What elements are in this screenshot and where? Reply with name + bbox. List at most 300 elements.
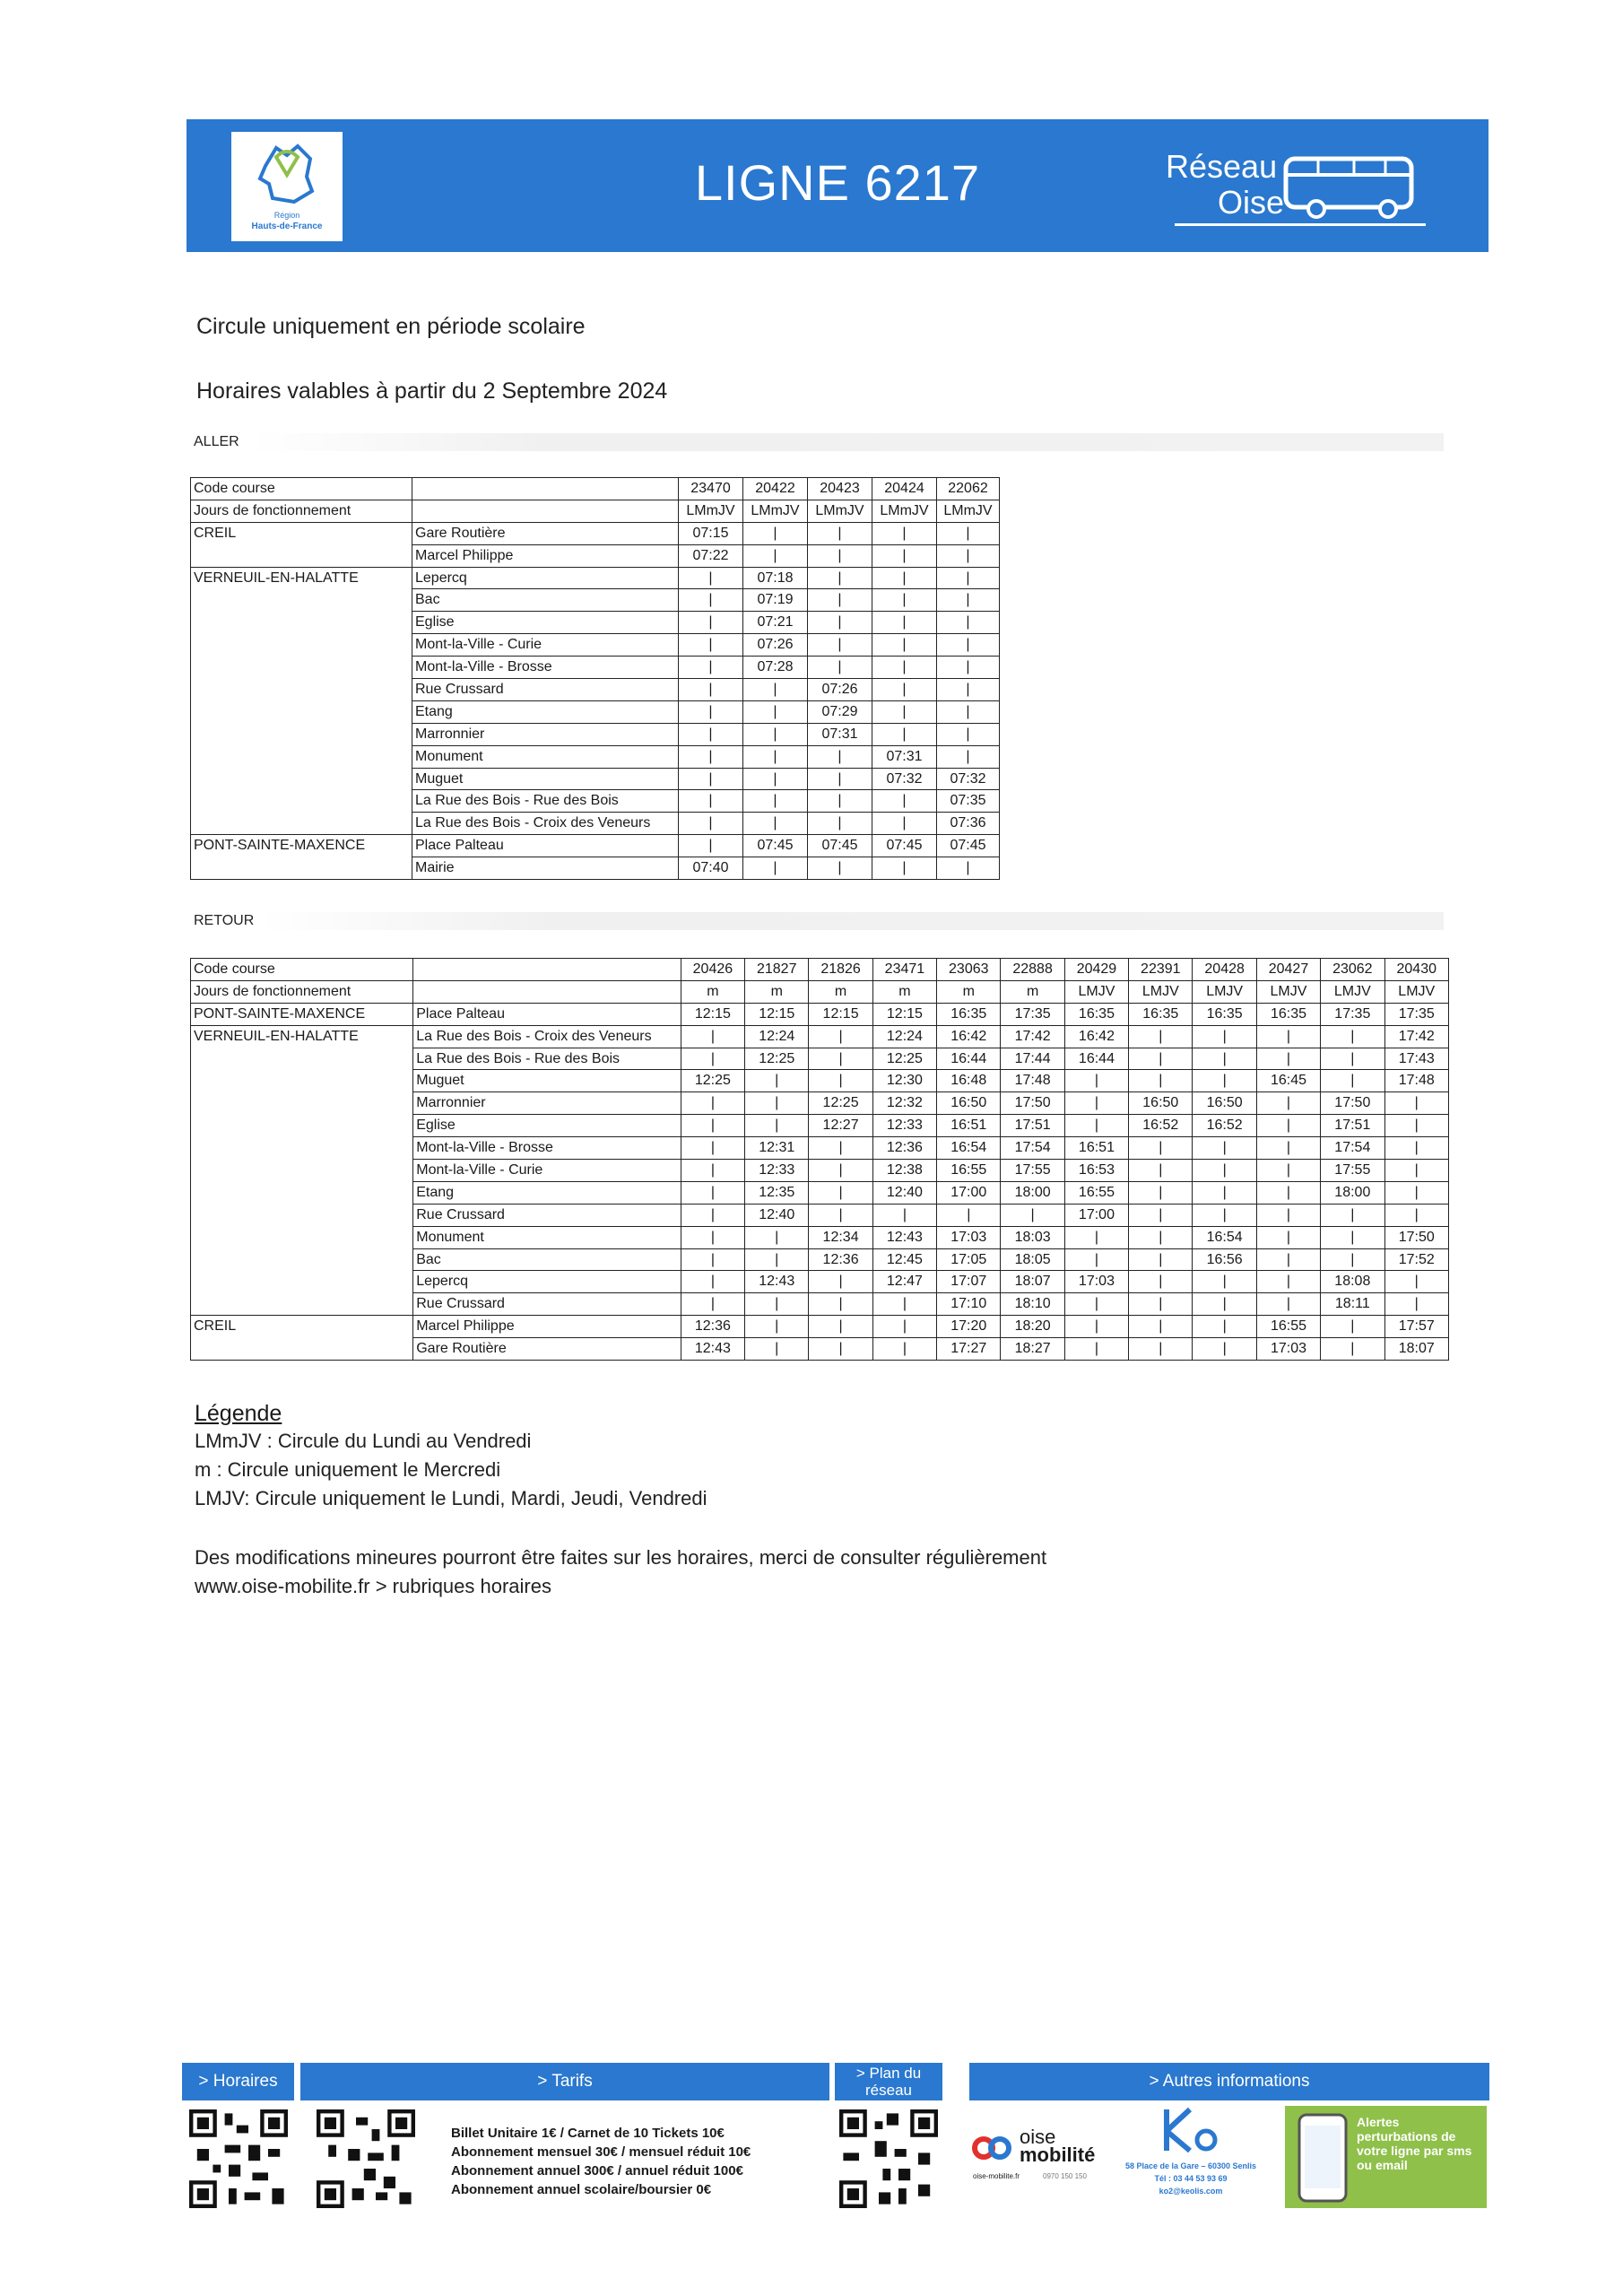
table-row xyxy=(191,1048,1449,1070)
departure-time: | xyxy=(808,544,872,567)
footer-horaires-link[interactable]: > Horaires xyxy=(182,2063,294,2100)
departure-time: | xyxy=(1321,1048,1384,1070)
departure-time: | xyxy=(1193,1070,1256,1092)
operating-days: LMJV xyxy=(1064,980,1128,1003)
departure-time: | xyxy=(743,768,808,790)
table-row xyxy=(191,768,1000,790)
operating-days: m xyxy=(937,980,1001,1003)
stop-name: Lepercq xyxy=(412,567,679,589)
departure-time: | xyxy=(808,745,872,768)
table-row xyxy=(191,679,1000,701)
operating-days: m xyxy=(809,980,872,1003)
stop-name: Muguet xyxy=(412,768,679,790)
departure-time: 16:45 xyxy=(1256,1070,1320,1092)
aller-timetable xyxy=(190,477,1000,880)
table-row xyxy=(191,544,1000,567)
footer-plan-link[interactable]: > Plan du réseau xyxy=(835,2063,942,2100)
departure-time: 12:35 xyxy=(745,1181,809,1204)
departure-time: 18:27 xyxy=(1001,1338,1064,1361)
city-cell xyxy=(191,813,412,835)
departure-time: | xyxy=(808,657,872,679)
stop-name: La Rue des Bois - Rue des Bois xyxy=(413,1048,681,1070)
departure-time: | xyxy=(745,1248,809,1271)
alert-banner[interactable] xyxy=(1285,2106,1487,2208)
departure-time: 12:31 xyxy=(745,1137,809,1160)
departure-time: 12:38 xyxy=(872,1160,936,1182)
departure-time: | xyxy=(937,522,1000,544)
course-code: 23063 xyxy=(937,959,1001,981)
departure-time: | xyxy=(1256,1248,1320,1271)
departure-time: 16:44 xyxy=(937,1048,1001,1070)
operating-days: LMJV xyxy=(1384,980,1449,1003)
label-empty xyxy=(412,500,679,522)
departure-time: | xyxy=(1384,1115,1449,1137)
label-days: Jours de fonctionnement xyxy=(191,500,412,522)
departure-time: 18:08 xyxy=(1321,1271,1384,1293)
departure-time: 16:35 xyxy=(1129,1003,1193,1025)
city-name: PONT-SAINTE-MAXENCE xyxy=(191,835,412,857)
departure-time: 07:29 xyxy=(808,700,872,723)
departure-time: | xyxy=(1256,1025,1320,1048)
departure-time: | xyxy=(681,1271,744,1293)
city-name: PONT-SAINTE-MAXENCE xyxy=(191,1003,413,1025)
departure-time: 07:45 xyxy=(937,835,1000,857)
departure-time: | xyxy=(809,1316,872,1338)
departure-time: | xyxy=(872,1316,936,1338)
departure-time: | xyxy=(937,634,1000,657)
city-cell xyxy=(191,589,412,612)
departure-time: 16:51 xyxy=(937,1115,1001,1137)
departure-time: 17:55 xyxy=(1321,1160,1384,1182)
departure-time: | xyxy=(1384,1204,1449,1226)
city-name: CREIL xyxy=(191,522,412,544)
city-cell xyxy=(191,679,412,701)
departure-time: 18:00 xyxy=(1321,1181,1384,1204)
course-code: 20423 xyxy=(808,478,872,500)
course-code: 22888 xyxy=(1001,959,1064,981)
departure-time: | xyxy=(1384,1271,1449,1293)
departure-time: 16:53 xyxy=(1064,1160,1128,1182)
operating-days: LMmJV xyxy=(679,500,743,522)
departure-time: | xyxy=(1064,1092,1128,1115)
table-row xyxy=(191,1338,1449,1361)
city-cell xyxy=(191,1181,413,1204)
qr-horaires-icon[interactable] xyxy=(189,2109,288,2208)
departure-time: | xyxy=(1129,1204,1193,1226)
departure-time: 12:45 xyxy=(872,1248,936,1271)
departure-time: | xyxy=(809,1070,872,1092)
departure-time: | xyxy=(1129,1271,1193,1293)
table-row xyxy=(191,1248,1449,1271)
departure-time: | xyxy=(937,567,1000,589)
departure-time: | xyxy=(679,813,743,835)
departure-time: | xyxy=(679,790,743,813)
stop-name: Eglise xyxy=(413,1115,681,1137)
departure-time: 16:55 xyxy=(937,1160,1001,1182)
table-row xyxy=(191,1204,1449,1226)
departure-time: | xyxy=(679,589,743,612)
departure-time: | xyxy=(872,813,937,835)
departure-time: | xyxy=(1129,1248,1193,1271)
oise-mobilite-url: oise-mobilite.fr xyxy=(973,2172,1020,2180)
departure-time: | xyxy=(1064,1248,1128,1271)
operating-days: LMJV xyxy=(1129,980,1193,1003)
departure-time: 07:18 xyxy=(743,567,808,589)
label-empty xyxy=(412,478,679,500)
departure-time: | xyxy=(1193,1338,1256,1361)
departure-time: 07:26 xyxy=(808,679,872,701)
departure-time: 17:48 xyxy=(1384,1070,1449,1092)
aller-section-bar xyxy=(251,433,1444,451)
departure-time: | xyxy=(1064,1070,1128,1092)
course-code: 20426 xyxy=(681,959,744,981)
stop-name: La Rue des Bois - Croix des Veneurs xyxy=(412,813,679,835)
operating-days: LMmJV xyxy=(808,500,872,522)
departure-time: | xyxy=(809,1338,872,1361)
departure-time: | xyxy=(1193,1204,1256,1226)
page-title: LIGNE 6217 xyxy=(694,154,981,211)
departure-time: | xyxy=(1321,1248,1384,1271)
footer-tarifs-link[interactable]: > Tarifs xyxy=(300,2063,829,2100)
departure-time: 12:32 xyxy=(872,1092,936,1115)
departure-time: 16:54 xyxy=(1193,1226,1256,1248)
departure-time: | xyxy=(937,679,1000,701)
tarif-line: Abonnement annuel 300€ / annuel réduit 100€ xyxy=(451,2163,743,2179)
departure-time: 17:57 xyxy=(1384,1316,1449,1338)
departure-time: | xyxy=(937,723,1000,745)
departure-time: | xyxy=(681,1115,744,1137)
departure-time: | xyxy=(1193,1048,1256,1070)
departure-time: 17:03 xyxy=(1256,1338,1320,1361)
departure-time: | xyxy=(1384,1181,1449,1204)
departure-time: | xyxy=(743,813,808,835)
city-cell xyxy=(191,857,412,880)
departure-time: 17:07 xyxy=(937,1271,1001,1293)
stop-name: Etang xyxy=(413,1181,681,1204)
stop-name: Monument xyxy=(413,1226,681,1248)
table-row xyxy=(191,1025,1449,1048)
departure-time: 12:25 xyxy=(745,1048,809,1070)
city-cell xyxy=(191,790,412,813)
course-code: 23471 xyxy=(872,959,936,981)
departure-time: 12:36 xyxy=(809,1248,872,1271)
city-cell xyxy=(191,544,412,567)
departure-time: 16:42 xyxy=(1064,1025,1128,1048)
departure-time: | xyxy=(872,857,937,880)
departure-time: 07:45 xyxy=(743,835,808,857)
table-row xyxy=(191,1293,1449,1316)
departure-time: | xyxy=(1129,1338,1193,1361)
city-cell xyxy=(191,657,412,679)
departure-time: | xyxy=(1129,1070,1193,1092)
departure-time: | xyxy=(872,679,937,701)
header-row-days xyxy=(191,980,1449,1003)
operating-days: m xyxy=(1001,980,1064,1003)
table-row xyxy=(191,1070,1449,1092)
departure-time: | xyxy=(681,1293,744,1316)
aller-section-title: ALLER xyxy=(194,434,239,449)
footer-autres-link[interactable]: > Autres informations xyxy=(969,2063,1489,2100)
departure-time: | xyxy=(1256,1137,1320,1160)
departure-time: | xyxy=(808,589,872,612)
departure-time: 16:52 xyxy=(1129,1115,1193,1137)
stop-name: Place Palteau xyxy=(413,1003,681,1025)
departure-time: 16:55 xyxy=(1064,1181,1128,1204)
header-row-code xyxy=(191,959,1449,981)
departure-time: | xyxy=(808,813,872,835)
departure-time: 17:00 xyxy=(937,1181,1001,1204)
departure-time: 12:25 xyxy=(872,1048,936,1070)
departure-time: | xyxy=(681,1048,744,1070)
stop-name: Rue Crussard xyxy=(413,1204,681,1226)
departure-time: 12:43 xyxy=(745,1271,809,1293)
departure-time: | xyxy=(681,1204,744,1226)
departure-time: | xyxy=(1321,1025,1384,1048)
departure-time: | xyxy=(745,1293,809,1316)
stop-name: Bac xyxy=(413,1248,681,1271)
bus-icon xyxy=(1282,153,1417,220)
departure-time: 16:50 xyxy=(937,1092,1001,1115)
departure-time: | xyxy=(809,1160,872,1182)
ko-phone: Tél : 03 44 53 93 69 xyxy=(1154,2174,1228,2183)
departure-time: | xyxy=(1384,1293,1449,1316)
notice-line1: Des modifications mineures pourront être faites sur les horaires, merci de consulter régulièrement xyxy=(195,1546,1047,1569)
departure-time: | xyxy=(1064,1115,1128,1137)
stop-name: Mairie xyxy=(412,857,679,880)
table-row xyxy=(191,1181,1449,1204)
departure-time: | xyxy=(808,768,872,790)
retour-section-bar xyxy=(260,912,1444,930)
departure-time: | xyxy=(743,857,808,880)
stop-name: Muguet xyxy=(413,1070,681,1092)
departure-time: | xyxy=(937,745,1000,768)
departure-time: | xyxy=(1256,1115,1320,1137)
stop-name: Mont-la-Ville - Brosse xyxy=(413,1137,681,1160)
operating-days: m xyxy=(745,980,809,1003)
departure-time: 07:35 xyxy=(937,790,1000,813)
departure-time: | xyxy=(1193,1316,1256,1338)
label-code: Code course xyxy=(191,959,413,981)
departure-time: | xyxy=(681,1181,744,1204)
departure-time: | xyxy=(872,522,937,544)
table-row xyxy=(191,1115,1449,1137)
departure-time: 12:33 xyxy=(745,1160,809,1182)
departure-time: | xyxy=(872,1204,936,1226)
intro-line2: Horaires valables à partir du 2 Septembre 2024 xyxy=(196,378,668,404)
departure-time: | xyxy=(872,1338,936,1361)
departure-time: 16:35 xyxy=(1256,1003,1320,1025)
city-cell xyxy=(191,1070,413,1092)
city-cell xyxy=(191,768,412,790)
qr-tarifs-icon[interactable] xyxy=(317,2109,415,2208)
departure-time: 18:05 xyxy=(1001,1248,1064,1271)
city-name: CREIL xyxy=(191,1316,413,1338)
stop-name: Bac xyxy=(412,589,679,612)
departure-time: | xyxy=(809,1048,872,1070)
departure-time: 17:03 xyxy=(937,1226,1001,1248)
departure-time: | xyxy=(1321,1226,1384,1248)
city-cell xyxy=(191,745,412,768)
stop-name: Marronnier xyxy=(412,723,679,745)
departure-time: 17:51 xyxy=(1001,1115,1064,1137)
departure-time: 16:42 xyxy=(937,1025,1001,1048)
city-name: VERNEUIL-EN-HALATTE xyxy=(191,567,412,589)
departure-time: 07:28 xyxy=(743,657,808,679)
departure-time: 16:48 xyxy=(937,1070,1001,1092)
departure-time: 17:03 xyxy=(1064,1271,1128,1293)
departure-time: 07:22 xyxy=(679,544,743,567)
departure-time: 12:34 xyxy=(809,1226,872,1248)
departure-time: 18:10 xyxy=(1001,1293,1064,1316)
stop-name: Rue Crussard xyxy=(412,679,679,701)
alert-text: Alertes perturbations de votre ligne par sms ou email xyxy=(1357,2115,1472,2172)
retour-timetable xyxy=(190,958,1449,1361)
departure-time: | xyxy=(872,589,937,612)
departure-time: | xyxy=(1321,1338,1384,1361)
table-row xyxy=(191,790,1000,813)
stop-name: Place Palteau xyxy=(412,835,679,857)
table-row xyxy=(191,835,1000,857)
departure-time: | xyxy=(679,657,743,679)
city-cell xyxy=(191,612,412,634)
departure-time: | xyxy=(681,1137,744,1160)
region-logo-small: Région xyxy=(273,211,300,220)
departure-time: 17:50 xyxy=(1001,1092,1064,1115)
departure-time: 07:32 xyxy=(937,768,1000,790)
departure-time: | xyxy=(1129,1137,1193,1160)
departure-time: | xyxy=(1129,1316,1193,1338)
stop-name: La Rue des Bois - Croix des Veneurs xyxy=(413,1025,681,1048)
departure-time: | xyxy=(743,723,808,745)
departure-time: | xyxy=(1384,1092,1449,1115)
departure-time: | xyxy=(1384,1137,1449,1160)
departure-time: | xyxy=(1193,1271,1256,1293)
departure-time: | xyxy=(743,522,808,544)
departure-time: | xyxy=(1129,1226,1193,1248)
ko-email: ko2@keolis.com xyxy=(1159,2187,1223,2196)
network-line2: Oise xyxy=(1218,184,1285,221)
table-row xyxy=(191,857,1000,880)
stop-name: Lepercq xyxy=(413,1271,681,1293)
departure-time: | xyxy=(1193,1181,1256,1204)
table-row xyxy=(191,657,1000,679)
departure-time: | xyxy=(681,1248,744,1271)
departure-time: | xyxy=(1193,1137,1256,1160)
departure-time: | xyxy=(872,700,937,723)
departure-time: 17:52 xyxy=(1384,1248,1449,1271)
departure-time: | xyxy=(937,857,1000,880)
departure-time: 12:15 xyxy=(809,1003,872,1025)
departure-time: | xyxy=(743,790,808,813)
departure-time: 16:50 xyxy=(1129,1092,1193,1115)
operating-days: LMmJV xyxy=(872,500,937,522)
stop-name: Marcel Philippe xyxy=(413,1316,681,1338)
stop-name: La Rue des Bois - Rue des Bois xyxy=(412,790,679,813)
departure-time: | xyxy=(745,1338,809,1361)
departure-time: | xyxy=(1256,1048,1320,1070)
departure-time: | xyxy=(745,1115,809,1137)
departure-time: | xyxy=(809,1204,872,1226)
course-code: 20430 xyxy=(1384,959,1449,981)
operating-days: LMmJV xyxy=(743,500,808,522)
departure-time: 17:54 xyxy=(1001,1137,1064,1160)
departure-time: 12:15 xyxy=(872,1003,936,1025)
departure-time: 17:00 xyxy=(1064,1204,1128,1226)
operating-days: LMJV xyxy=(1256,980,1320,1003)
operating-days: m xyxy=(872,980,936,1003)
tarif-line: Billet Unitaire 1€ / Carnet de 10 Tickets 10€ xyxy=(451,2126,725,2141)
city-cell xyxy=(191,634,412,657)
departure-time: 07:40 xyxy=(679,857,743,880)
network-line1: Réseau xyxy=(1166,148,1278,185)
departure-time: 17:51 xyxy=(1321,1115,1384,1137)
departure-time: | xyxy=(937,1204,1001,1226)
course-code: 21827 xyxy=(745,959,809,981)
legend-item-m: m : Circule uniquement le Mercredi xyxy=(195,1458,501,1481)
departure-time: 17:43 xyxy=(1384,1048,1449,1070)
departure-time: | xyxy=(681,1160,744,1182)
stop-name: Marronnier xyxy=(413,1092,681,1115)
departure-time: 07:45 xyxy=(808,835,872,857)
label-empty xyxy=(413,959,681,981)
departure-time: 07:31 xyxy=(808,723,872,745)
departure-time: 12:15 xyxy=(681,1003,744,1025)
departure-time: 12:25 xyxy=(809,1092,872,1115)
departure-time: | xyxy=(809,1271,872,1293)
departure-time: | xyxy=(681,1092,744,1115)
city-cell xyxy=(191,1160,413,1182)
departure-time: | xyxy=(1064,1226,1128,1248)
course-code: 20422 xyxy=(743,478,808,500)
legend-title: Légende xyxy=(195,1401,282,1426)
departure-time: | xyxy=(1064,1316,1128,1338)
departure-time: 17:50 xyxy=(1384,1226,1449,1248)
oise-mobilite-icon xyxy=(971,2135,1012,2161)
departure-time: 17:05 xyxy=(937,1248,1001,1271)
label-empty xyxy=(413,980,681,1003)
departure-time: 07:21 xyxy=(743,612,808,634)
network-logo xyxy=(1166,148,1435,229)
departure-time: | xyxy=(1193,1293,1256,1316)
oise-mobilite-word2: mobilité xyxy=(1020,2144,1096,2166)
table-row xyxy=(191,745,1000,768)
departure-time: 12:27 xyxy=(809,1115,872,1137)
departure-time: | xyxy=(1321,1070,1384,1092)
city-cell xyxy=(191,700,412,723)
departure-time: | xyxy=(937,544,1000,567)
departure-time: | xyxy=(679,567,743,589)
operating-days: m xyxy=(681,980,744,1003)
stop-name: Rue Crussard xyxy=(413,1293,681,1316)
qr-plan-icon[interactable] xyxy=(839,2109,938,2208)
departure-time: | xyxy=(1256,1293,1320,1316)
departure-time: | xyxy=(743,679,808,701)
label-code: Code course xyxy=(191,478,412,500)
table-row xyxy=(191,612,1000,634)
table-row xyxy=(191,700,1000,723)
departure-time: | xyxy=(937,589,1000,612)
departure-time: 16:50 xyxy=(1193,1092,1256,1115)
departure-time: 17:10 xyxy=(937,1293,1001,1316)
departure-time: | xyxy=(679,700,743,723)
header-banner xyxy=(187,119,1488,252)
departure-time: 16:51 xyxy=(1064,1137,1128,1160)
city-cell xyxy=(191,1048,413,1070)
departure-time: 07:31 xyxy=(872,745,937,768)
departure-time: | xyxy=(1064,1338,1128,1361)
tarif-line: Abonnement mensuel 30€ / mensuel réduit 10€ xyxy=(451,2144,751,2160)
table-row xyxy=(191,1226,1449,1248)
